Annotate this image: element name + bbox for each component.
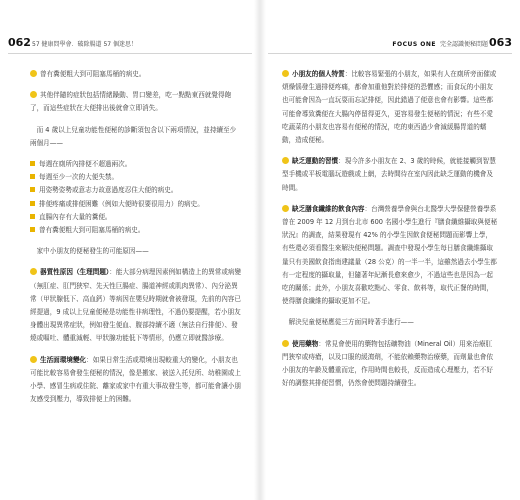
causes-intro: 家中小朋友的便秘發生的可能原因—— [36,247,149,256]
square-bullet-icon [30,201,35,206]
left-running-title: 57 健康問學會．破除腸道 57 個迷思！ [32,41,137,48]
cause-item: 器質性原因（生理問題）：能大部分病理因素例如構造上的異常或病變（無肛症、肛門狹窄、先天性巨腸症、腸道神經或肌肉異常）、內分泌異常（甲狀腺低下、高血鈣）等病因在嬰兒時期就會被發現，先前的內容已經提過，9 成以上兒童便秘是功能性非病理性，不過仍要提醒，若小朋友身體出現異常症狀，例如發生便血、腹部持續不適（無法自行排便）、發燒或嘔吐、體重減輕、甲狀腺功能低下等情形，仍應立即就醫診療。 [30,268,242,343]
yellow-bullet-icon [282,70,289,77]
right-running-title [392,39,488,48]
solution-item: 使用藥物：常見會使用的藥物包括礦物油（Mineral Oil）用來治療肛門狹窄或痔瘡，以及口服的緩瀉劑，不能依賴藥物治療藥，而劑量也會依小朋友的年齡及體重而定，作用時間也較長，反而造成心理壓力，若不好好的調整其排便習慣，仍然會使問題持續發生。 [282,339,493,388]
square-bullet-icon [30,227,35,232]
list-item: 其他伴隨的症狀包括情緒躁動、胃口變差，吃一點點東西就覺得飽了，而這些症狀在大便排出後就會立即消失。 [30,91,232,113]
left-page-column [30,68,242,414]
left-header-rule [8,53,252,54]
cause-item: 小朋友的個人特質：比較容易緊張的小朋友，如果有人在廁所旁面催或煩燥惱發生過排便疼痛，都會加重他對於排便的恐懼感；而食玩的小朋友也可能會因為一直玩耍而忘記排便，因此錯過了便意也會有影響。這些都可能會導致糞便在大腸內停留得更久，更容易發生便秘的情況；有些不愛吃蔬菜的小朋友也容易有便秘的情況，吃的東西過少會減緩腸胃道的蠕動，造成便秘。 [282,70,497,145]
right-header-rule [268,53,512,54]
cause-item: 缺乏運動的習慣：現今許多小朋友在 2、3 歲的時候，就能接觸到智慧型手機或平板電腦玩遊戲或上網，去時間待在室內因此缺乏運動的機會及時間。 [282,157,496,192]
criteria-item: 直腸內存有大量的糞便。 [30,211,242,224]
criteria-list [30,158,242,237]
square-bullet-icon [30,214,35,219]
cause-item: 生活面環境變化：如果日常生活或環境出現較重大的變化，小朋友也可能比較容易會發生便秘的情況，像是搬家、被送入托兒所、幼稚園或上小學、感冒生病或住院、離家或家中有重大事故發生等，都可能會讓小朋友感受到壓力，導致排便上的困難。 [30,355,241,404]
focus-label: FOCUS ONE [392,41,436,48]
yellow-bullet-icon [30,70,37,77]
right-page-number: 063 [489,36,512,49]
square-bullet-icon [30,187,35,192]
list-item: 曾有糞便粗大到可阻塞馬桶的病史。 [30,68,242,81]
square-bullet-icon [30,174,35,179]
right-page-column [282,68,498,398]
cause-item: 缺乏膳食纖維的飲食內容：台灣營養學會與台北醫學大學保健營養學系曾在 2009 年 12 月到台北市 600 名國小學生進行『膳食纖維攝取與便秘狀況』的調查，結果發現有 42% 的小學生因飲食便秘問題而影響上學，有些還必須看醫生來解決便秘問題。調查中發現小學生每日膳食纖維攝取量只有美國飲食指南建議量（28 公克）的一半一半，這雖然過去小學生都有一定程度的攝取量，但隨著年紀漸長愈來愈少，不過這些也是因為一起吃的關係；此外，小朋友喜歡吃點心、零食、飲料等，取代正餐的時間，使得膳食纖維的攝取更加不足。 [282,204,498,306]
yellow-bullet-icon [30,268,37,275]
criteria-intro: 而 4 歲以上兒童功能性便秘的診斷須包含以下兩項情況，並持續至少兩個月—— [30,125,237,147]
criteria-item: 每週在廁所內排便不超過兩次。 [30,158,242,171]
solutions-intro: 解決兒童便秘應從三方面同時著手進行—— [288,318,414,327]
chapter-title: 完全認識便秘問題 [439,41,488,48]
yellow-bullet-icon [282,205,289,212]
square-bullet-icon [30,161,35,166]
criteria-item: 曾有糞便粗大到可阻塞馬桶的病史。 [30,224,242,237]
yellow-bullet-icon [282,157,289,164]
left-page-number: 062 [8,36,31,49]
criteria-item: 排便疼痛或排便困難（例如大便時很要很用力）的病史。 [30,198,242,211]
yellow-bullet-icon [30,91,37,98]
criteria-item: 用姿勢姿勢或意志力故意過度忍住大便的病史。 [30,184,242,197]
yellow-bullet-icon [30,356,37,363]
criteria-item: 每週至少一次的大便失禁。 [30,171,242,184]
book-gutter [254,0,266,500]
yellow-bullet-icon [282,340,289,347]
